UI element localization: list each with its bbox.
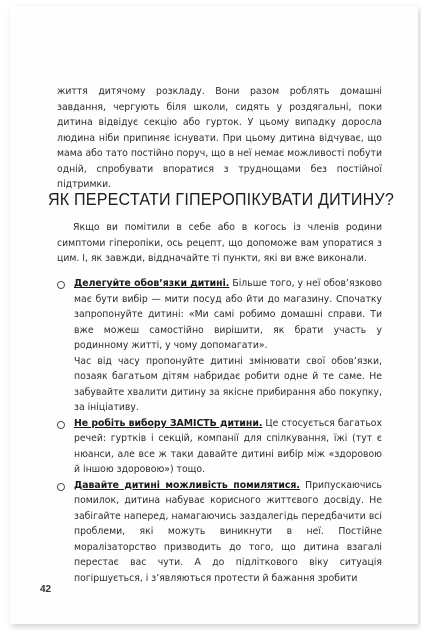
tip-lead: Делегуйте обов’язки дитині.	[74, 278, 230, 289]
tip-text: Припускаючись помилок, дитина набуває корисного життєвого досвіду. Не забігайте наперед, намагаючись заздалегідь передбачити всі проблеми, які можуть виникнути в неї. Постійне моралізаторство призводить до того, що дитина взагалі перестає вас чути. А до підліткового віку ситуація погіршується, і з’являються протести й бажання зробити	[74, 479, 382, 584]
tip-item	[57, 416, 382, 478]
tip-lead: Давайте дитині можливість помилятися.	[74, 479, 300, 491]
tip-item	[57, 478, 382, 587]
top-paragraph: життя дитячому розкладу. Вони разом роблять домашні завдання, чергують біля школи, сидять у роздягальні, поки дитина відвідує секцію або гурток. У цьому випадку доросла людина ніби припиняє існувати. При цьому дитина відчуває, що мама або тато постійно поруч, що в неї немає можливості побути одній, спробувати впоратися з труднощами без постійної підтримки.	[57, 86, 382, 190]
tip-lead: Не робіть вибору ЗАМІСТЬ дитини.	[74, 417, 263, 429]
intro-paragraph: Якщо ви помітили в себе або в когось із членів родини симптоми гіперопіки, ось рецепт, що допоможе вам упоратися з цим. І, як завжди, віддначайте ті пункти, які ви вже виконали.	[57, 222, 382, 264]
bullet-circle-icon	[57, 483, 65, 491]
book-page	[10, 6, 418, 624]
tip-item	[57, 276, 382, 416]
bullet-circle-icon	[57, 421, 65, 429]
bullet-circle-icon	[57, 281, 65, 289]
tip-extra: Час від часу пропонуйте дитині змінювати свої обов’язки, позаяк багатьом дітям набридає робити одне й те саме. Не забувайте хвалити дитину за якісне прибирання або покупку, за ініціативу.	[74, 355, 382, 413]
tip-text: Більше того, у неї обов’язково має бути вибір — мити посуд або йти до магазину. Спочатку запропонуйте дитині: «Ми самі робимо домашні справи. Ти вже можеш самостійно вирішити, як брати участь у родинному житті, у чому допомагати».	[74, 278, 382, 351]
tips-list	[57, 276, 382, 586]
page-number: 42	[40, 584, 52, 595]
tip-text: Це стосується багатьох речей: гуртків і секцій, компанії для спілкування, їжі (тут є нюанси, але все ж таки давайте дитині вибір між «здоровою й іншою здоровою») тощо.	[74, 417, 382, 475]
section-heading: ЯК ПЕРЕСТАТИ ГІПЕРОПІКУВАТИ ДИТИНУ?	[48, 189, 394, 209]
